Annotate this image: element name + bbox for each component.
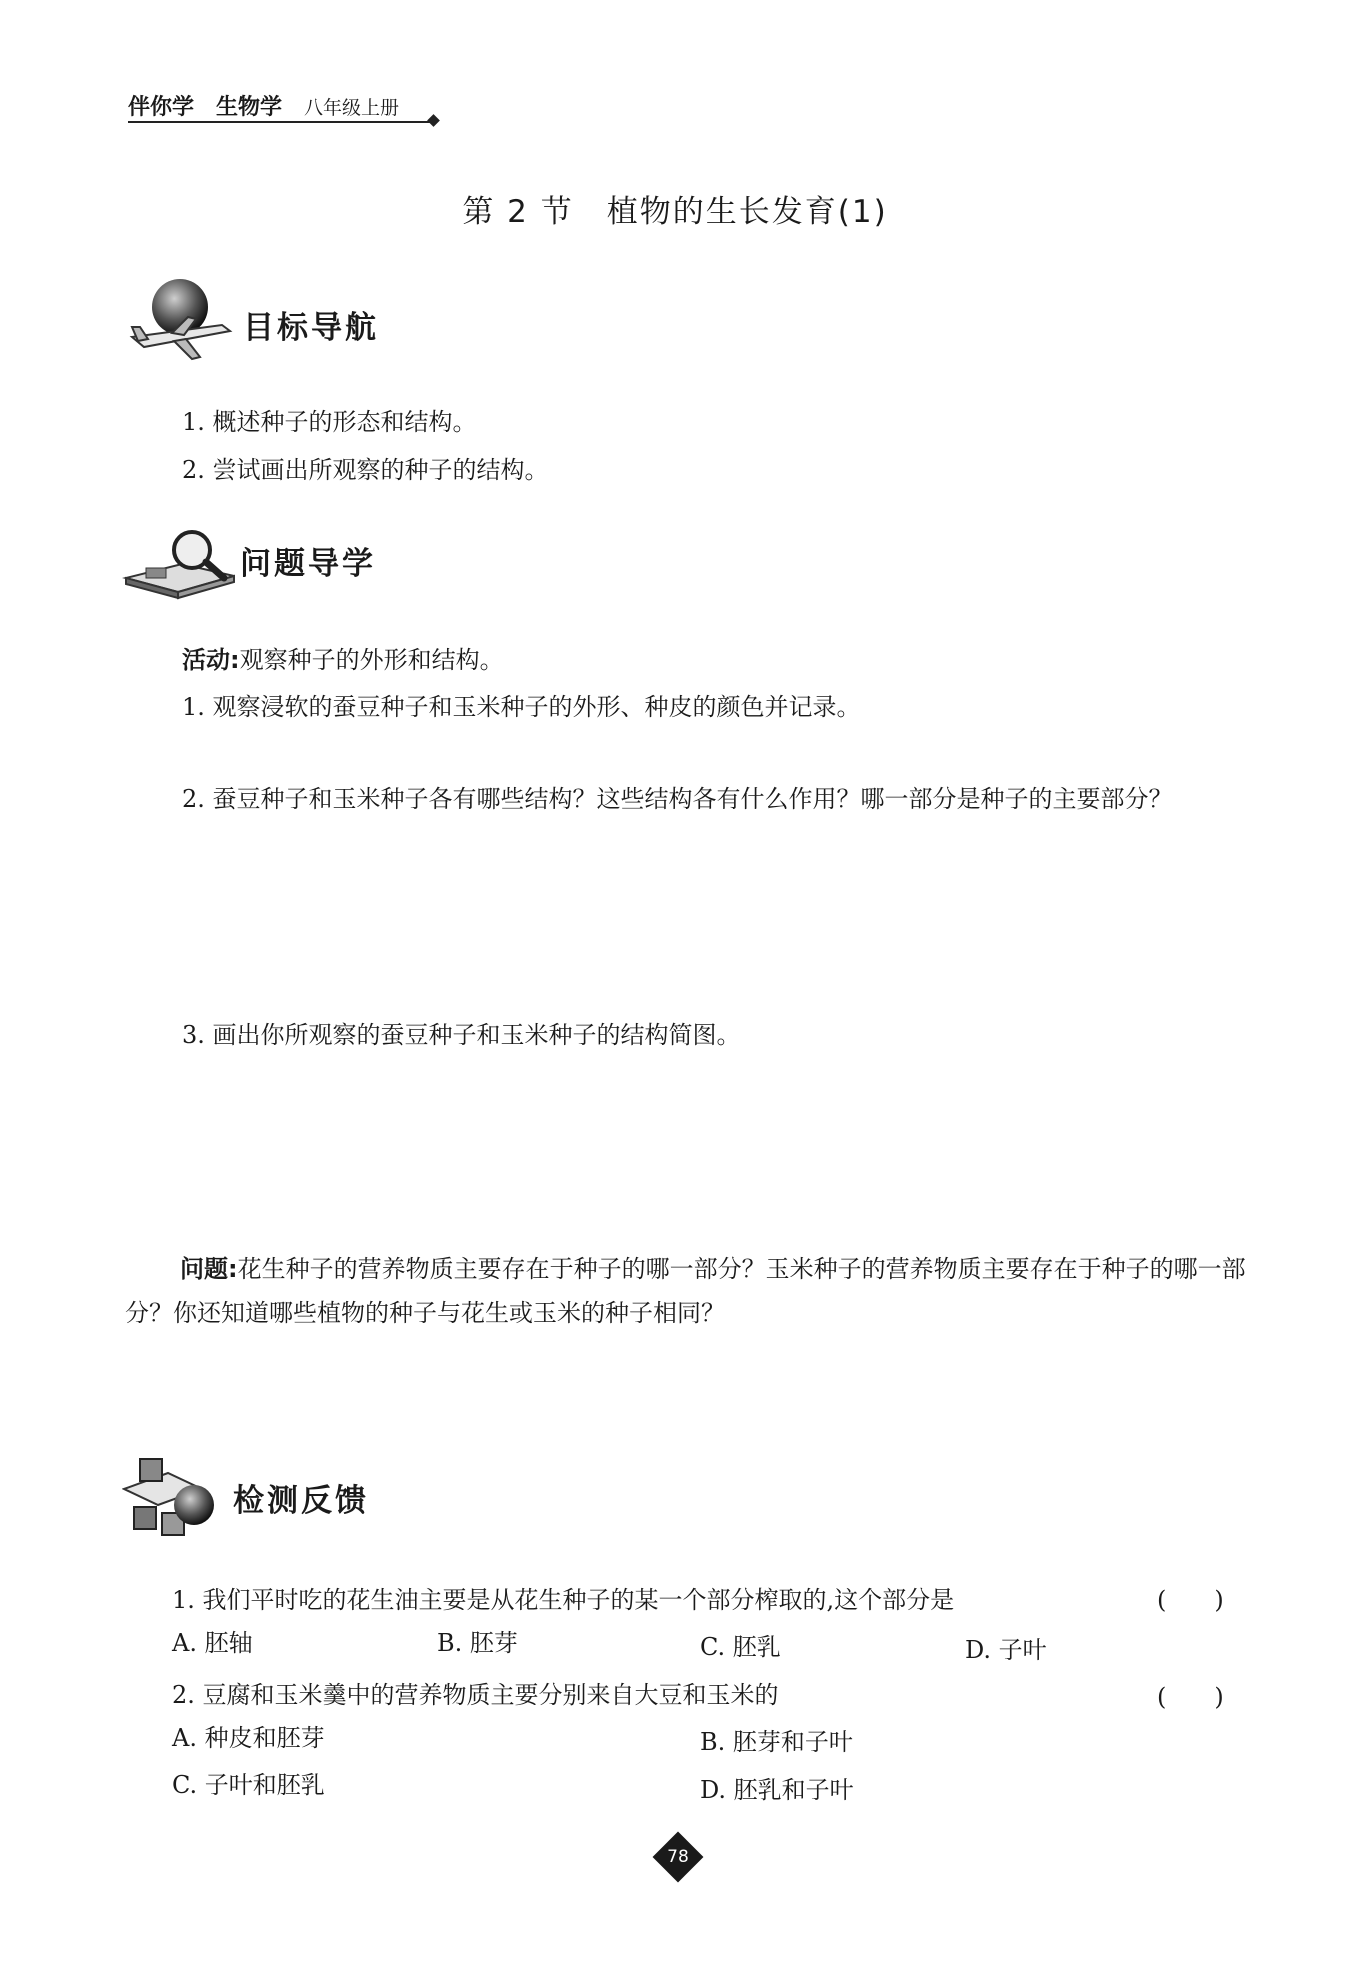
book-header bbox=[128, 90, 421, 121]
inquiry-item: 2. 蚕豆种子和玉米种子各有哪些结构？这些结构各有什么作用？哪一部分是种子的主要部分？ bbox=[182, 785, 1173, 813]
series-name: 伴你学 bbox=[128, 95, 195, 120]
volume-name: 八年级上册 bbox=[304, 97, 400, 119]
question-stem: 1. 我们平时吃的花生油主要是从花生种子的某一个部分榨取的,这个部分是 bbox=[172, 1586, 955, 1614]
option-d: D. 子叶 bbox=[965, 1636, 1047, 1664]
option-b: B. 胚芽 bbox=[437, 1629, 518, 1657]
header-rule bbox=[128, 121, 433, 123]
option-c: C. 胚乳 bbox=[700, 1633, 781, 1661]
option-a: A. 胚轴 bbox=[172, 1629, 253, 1657]
answer-blank: ( ) bbox=[1157, 1683, 1224, 1711]
option-c: C. 子叶和胚乳 bbox=[172, 1771, 325, 1799]
cubes-globe-icon bbox=[122, 1453, 242, 1543]
goal-item: 2. 尝试画出所观察的种子的结构。 bbox=[182, 456, 549, 484]
goals-section-title: 目标导航 bbox=[243, 310, 379, 346]
feedback-section-title: 检测反馈 bbox=[233, 1483, 369, 1519]
activity-label: 活动: bbox=[182, 646, 240, 674]
activity-line bbox=[182, 640, 504, 675]
option-b: B. 胚芽和子叶 bbox=[700, 1728, 853, 1756]
page-number: 78 bbox=[667, 1847, 689, 1867]
subject-name: 生物学 bbox=[216, 95, 283, 120]
option-a: A. 种皮和胚芽 bbox=[172, 1724, 325, 1752]
page-title: 第 2 节 植物的生长发育(1) bbox=[462, 194, 888, 230]
inquiry-item: 1. 观察浸软的蚕豆种子和玉米种子的外形、种皮的颜色并记录。 bbox=[182, 693, 861, 721]
goal-item: 1. 概述种子的形态和结构。 bbox=[182, 408, 477, 436]
magnifier-book-icon bbox=[122, 520, 242, 610]
airplane-globe-icon bbox=[122, 275, 242, 365]
inquiry-question bbox=[125, 1247, 1250, 1335]
activity-text: 观察种子的外形和结构。 bbox=[239, 646, 504, 674]
header-diamond bbox=[427, 114, 440, 127]
option-d: D. 胚乳和子叶 bbox=[700, 1776, 854, 1804]
inquiry-item: 3. 画出你所观察的蚕豆种子和玉米种子的结构简图。 bbox=[182, 1021, 741, 1049]
answer-blank: ( ) bbox=[1157, 1586, 1224, 1614]
page-number-badge bbox=[651, 1830, 705, 1884]
question-label: 问题: bbox=[180, 1255, 238, 1283]
inquiry-section-title: 问题导学 bbox=[240, 546, 376, 582]
question-text: 花生种子的营养物质主要存在于种子的哪一部分？玉米种子的营养物质主要存在于种子的哪一部分？你还知道哪些植物的种子与花生或玉米的种子相同？ bbox=[125, 1255, 1246, 1327]
question-stem: 2. 豆腐和玉米羹中的营养物质主要分别来自大豆和玉米的 bbox=[172, 1681, 779, 1709]
